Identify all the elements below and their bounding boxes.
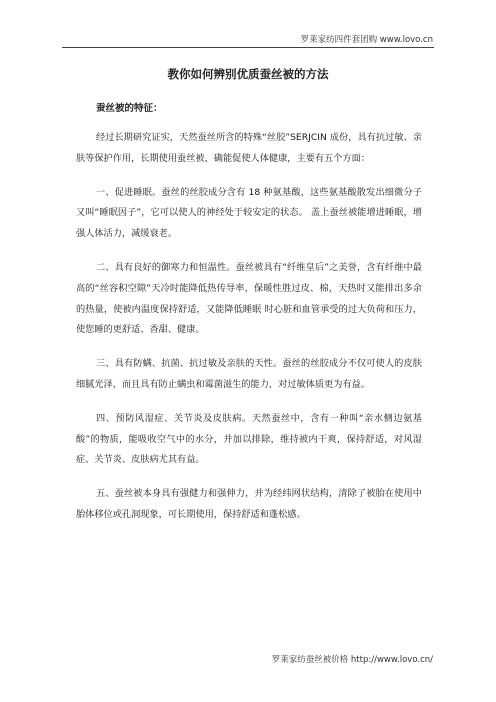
paragraph-sleep: 一、促进睡眠。蚕丝的丝胶成分含有 18 种氨基酸，这些氨基酸散发出细微分子又叫“睡眠因子”，它可以使人的神经处于较安定的状态。 盖上蚕丝被能增进睡眠，增强人体活力，减缓衰老。 bbox=[76, 186, 422, 240]
section-heading: 蚕丝被的特征： bbox=[96, 103, 163, 114]
paragraph-warmth: 二、具有良好的御寒力和恒温性。蚕丝被具有“纤维皇后”之美誉，含有纤维中最高的“丝容积空隙”天冷时能降低热传导率，保暖性胜过皮、棉，天热时又能排出多余的热量，使被内温度保持舒适，又能降低睡眠 时心脏和血管承受的过大负荷和压力，使您睡的更舒适、香甜、健康。 bbox=[76, 261, 422, 336]
header-divider bbox=[62, 47, 434, 48]
intro-paragraph: 经过长期研究证实，天然蚕丝所含的特殊“丝胶”SERJCIN 成份，具有抗过敏、亲肤等保护作用，长期使用蚕丝被，确能促使人体健康，主要有五个方面： bbox=[76, 132, 422, 164]
document-body bbox=[76, 100, 422, 539]
paragraph-rheumatism: 四、预防风湿症、关节炎及皮肤病。天然蚕丝中，含有一种叫“亲水侧边氨基酸”的物质，能吸收空气中的水分，并加以排除，维持被内干爽，保持舒适，对风湿症、关节炎、皮肤病尤其有益。 bbox=[76, 412, 422, 466]
paragraph-structure: 五、蚕丝被本身具有强健力和强伸力，并为经纬网状结构，清除了被胎在使用中胎体移位或孔洞现象，可长期使用，保持舒适和蓬松感。 bbox=[76, 488, 422, 520]
header-text: 罗莱家纺四件套团购 www.lovo.cn bbox=[300, 35, 433, 45]
document-title: 教你如何辨别优质蚕丝被的方法 bbox=[167, 67, 329, 81]
paragraph-antimite: 三、具有防螨、抗菌、抗过敏及亲肤的天性。蚕丝的丝胶成分不仅可使人的皮肤细腻光泽，而且具有防止螨虫和霉菌滋生的能力，对过敏体质更为有益。 bbox=[76, 358, 422, 390]
footer-text: 罗莱家纺蚕丝被价格 http://www.lovo.cn/ bbox=[271, 655, 433, 665]
